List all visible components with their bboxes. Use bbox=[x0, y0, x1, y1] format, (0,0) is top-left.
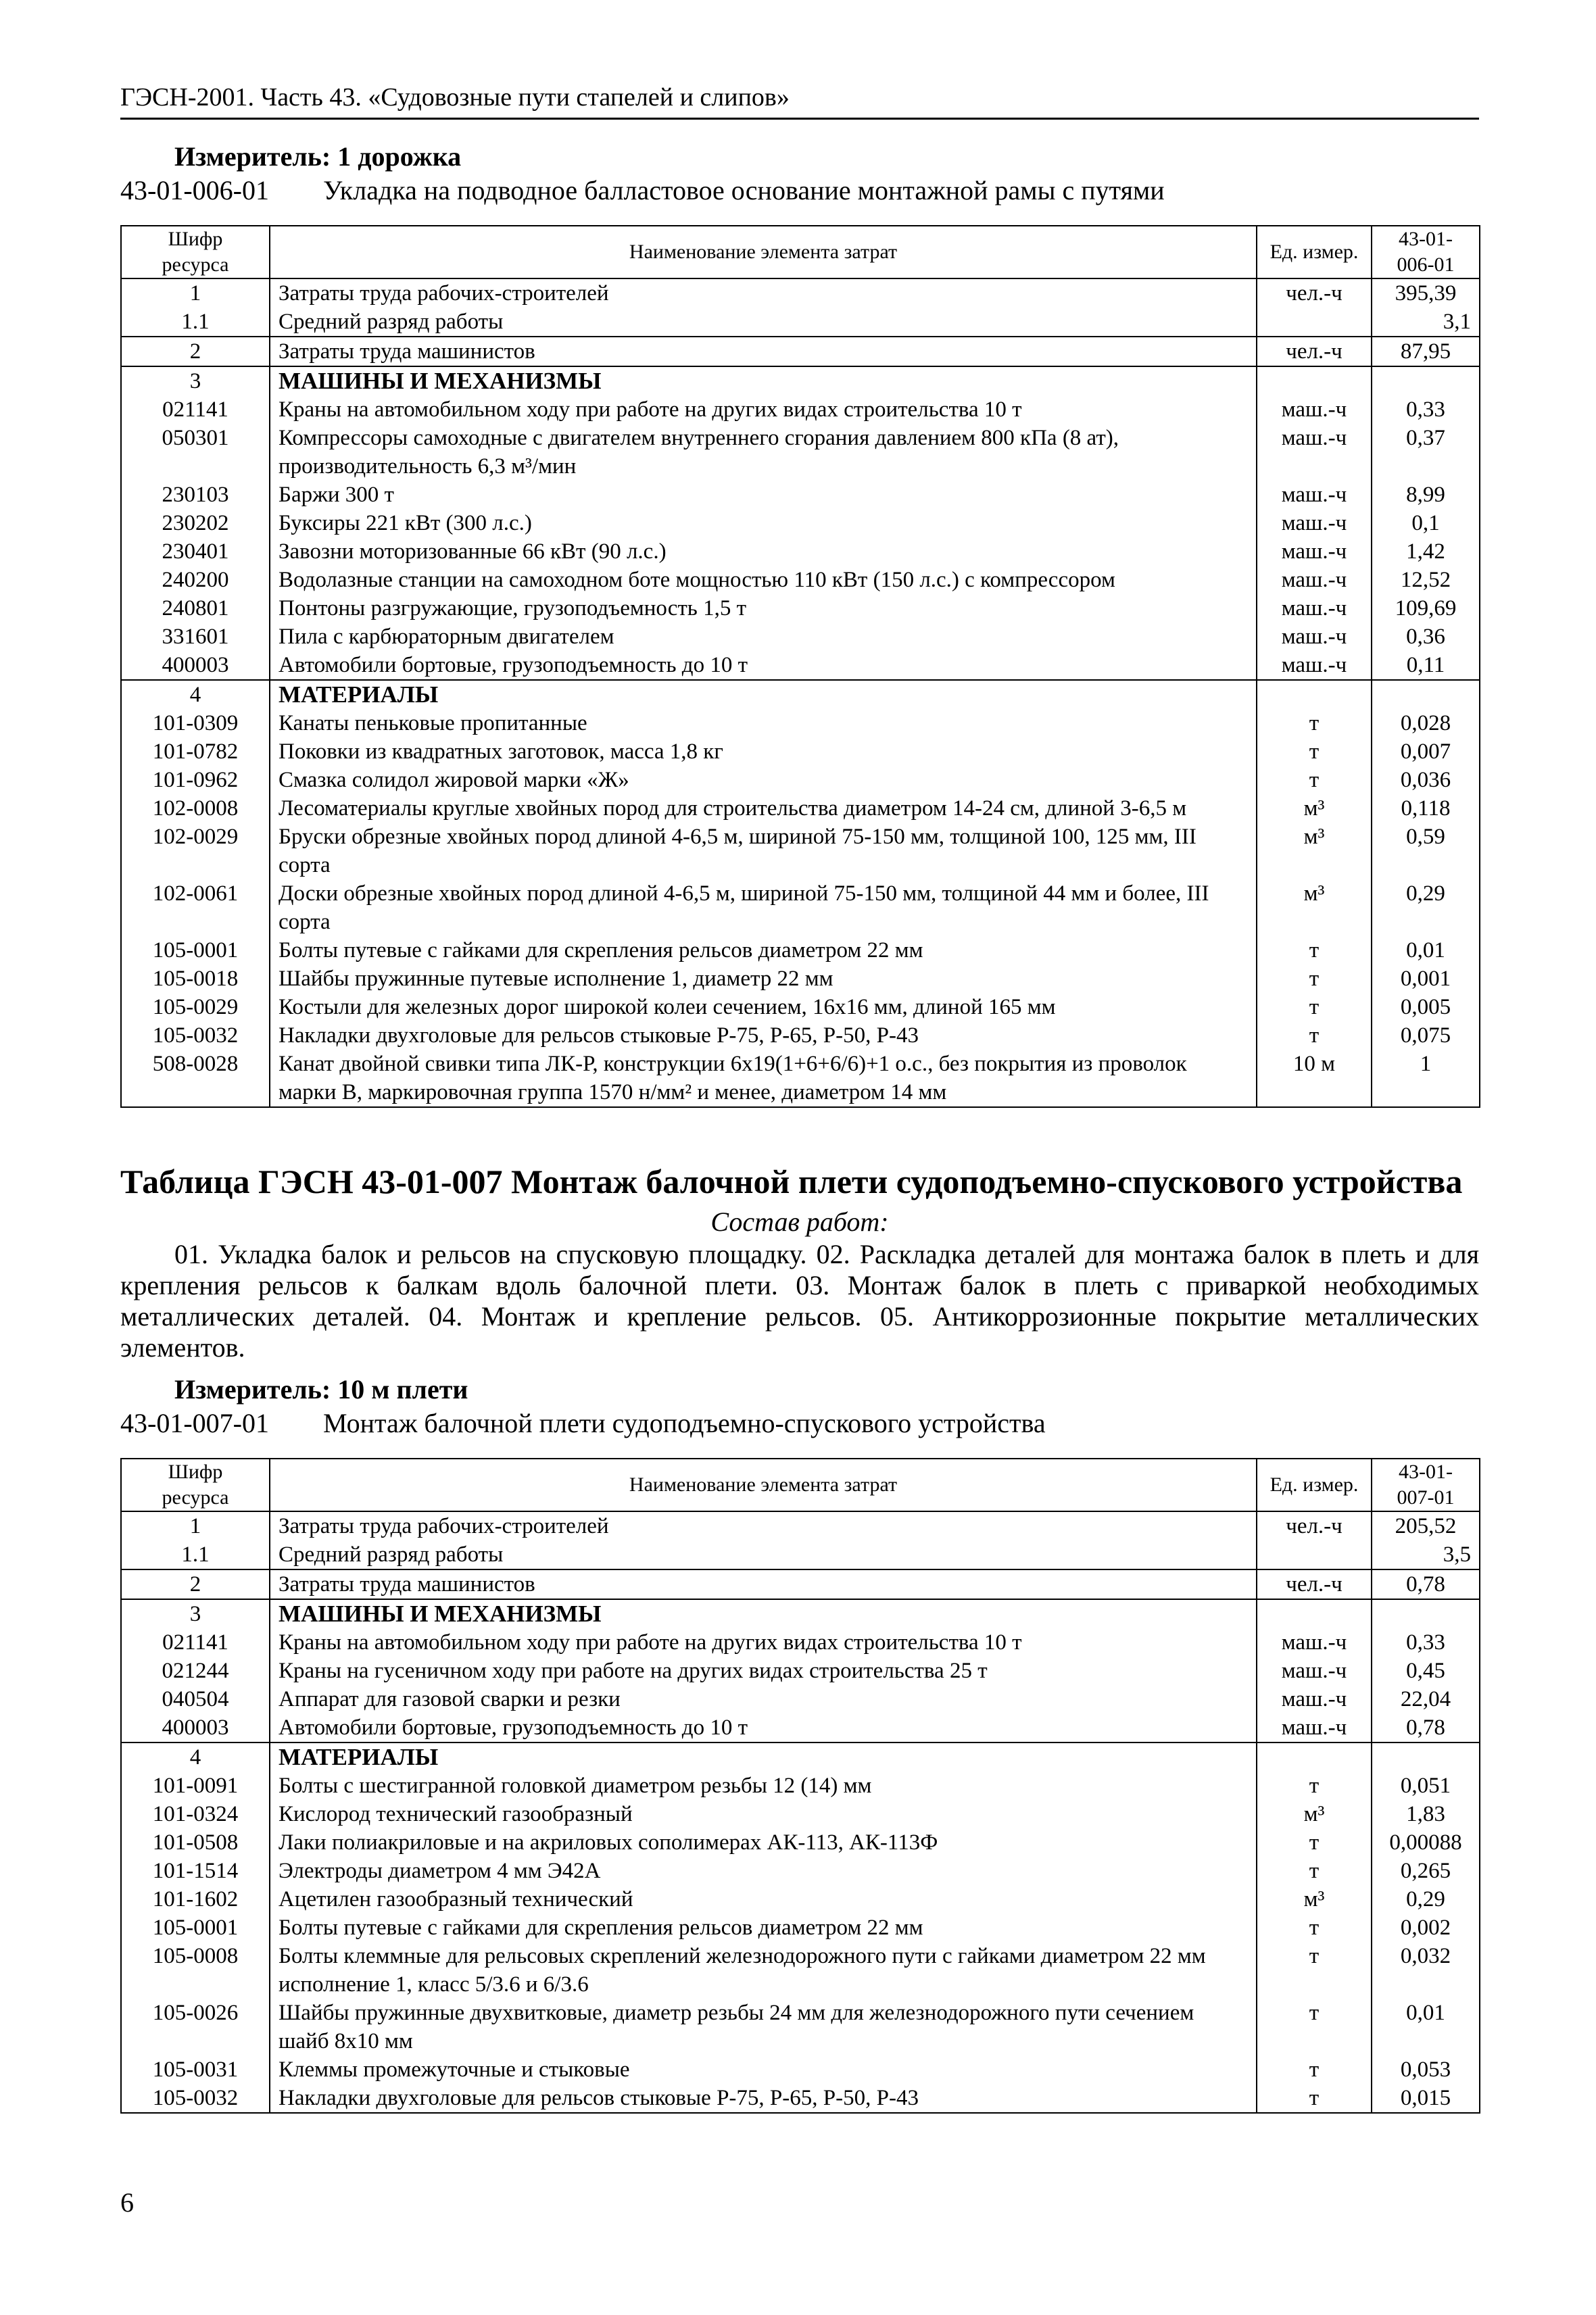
resource-code: 102-0008 bbox=[121, 794, 270, 823]
document-page bbox=[120, 81, 1479, 2114]
resource-name: Затраты труда машинистов bbox=[270, 337, 1257, 366]
table-row bbox=[121, 1540, 1480, 1569]
unit: маш.-ч bbox=[1257, 537, 1372, 566]
table-row bbox=[121, 308, 1480, 337]
running-header: ГЭСН-2001. Часть 43. «Судовозные пути стапелей и слипов» bbox=[120, 81, 1479, 120]
resource-code: 101-0508 bbox=[121, 1828, 270, 1857]
resource-name: Болты с шестигранной головкой диаметром резьбы 12 (14) мм bbox=[270, 1772, 1257, 1800]
resource-name: МАШИНЫ И МЕХАНИЗМЫ bbox=[270, 1599, 1257, 1628]
resource-name: Буксиры 221 кВт (300 л.с.) bbox=[270, 509, 1257, 537]
composition-text: 01. Укладка балок и рельсов на спусковую площадку. 02. Раскладка деталей для монтажа балок в плеть и для крепления рельсов к балкам вдоль балочной плети. 03. Монтаж балок в плеть с приваркой необходимых металлических деталей. 04. Монтаж и крепление рельсов. 05. Антикоррозионные покрытие металлических элементов. bbox=[120, 1239, 1479, 1363]
resource-code: 102-0061 bbox=[121, 879, 270, 936]
header-code: Шифр ресурса bbox=[121, 226, 270, 278]
resource-name: МАТЕРИАЛЫ bbox=[270, 1743, 1257, 1772]
norm-value: 109,69 bbox=[1372, 594, 1480, 623]
table-row bbox=[121, 1800, 1480, 1828]
resource-name: Канат двойной свивки типа ЛК-Р, конструкции 6х19(1+6+6/6)+1 о.с., без покрытия из проволок марки В, маркировочная группа 1570 н/мм² и менее, диаметром 14 мм bbox=[270, 1050, 1257, 1107]
unit: т bbox=[1257, 737, 1372, 766]
resource-code: 105-0008 bbox=[121, 1942, 270, 1999]
norm-value: 0,33 bbox=[1372, 1628, 1480, 1657]
table-row bbox=[121, 537, 1480, 566]
table-row bbox=[121, 794, 1480, 823]
resource-code: 101-0309 bbox=[121, 709, 270, 737]
norm-value: 0,075 bbox=[1372, 1021, 1480, 1050]
norm-value: 0,01 bbox=[1372, 936, 1480, 965]
table-row bbox=[121, 566, 1480, 594]
unit: м³ bbox=[1257, 794, 1372, 823]
resource-name: Понтоны разгружающие, грузоподъемность 1,5 т bbox=[270, 594, 1257, 623]
unit: маш.-ч bbox=[1257, 509, 1372, 537]
table-row bbox=[121, 2084, 1480, 2113]
resource-name: Кислород технический газообразный bbox=[270, 1800, 1257, 1828]
norm-value: 0,001 bbox=[1372, 965, 1480, 993]
resource-code: 040504 bbox=[121, 1685, 270, 1713]
norm-value: 0,33 bbox=[1372, 395, 1480, 424]
resource-name: МАТЕРИАЛЫ bbox=[270, 680, 1257, 709]
section-title: Таблица ГЭСН 43-01-007 Монтаж балочной плети судоподъемно-спускового устройства bbox=[120, 1163, 1463, 1200]
meter-1: Измеритель: 1 дорожка bbox=[174, 141, 462, 172]
table-title-1: Укладка на подводное балластовое основание монтажной рамы с путями bbox=[323, 175, 1165, 205]
resource-code: 331601 bbox=[121, 623, 270, 651]
table-row bbox=[121, 424, 1480, 481]
table-row bbox=[121, 1685, 1480, 1713]
norm-value: 0,78 bbox=[1372, 1569, 1480, 1599]
resource-code: 021141 bbox=[121, 1628, 270, 1657]
norm-value: 0,00088 bbox=[1372, 1828, 1480, 1857]
resource-code: 101-0782 bbox=[121, 737, 270, 766]
resource-name: Компрессоры самоходные с двигателем внутреннего сгорания давлением 800 кПа (8 ат), производительность 6,3 м³/мин bbox=[270, 424, 1257, 481]
norm-value: 1,42 bbox=[1372, 537, 1480, 566]
table-row bbox=[121, 709, 1480, 737]
unit: 10 м bbox=[1257, 1050, 1372, 1107]
norm-value: 8,99 bbox=[1372, 481, 1480, 509]
table-code-line-2 bbox=[120, 1407, 1479, 1440]
meter-2: Измеритель: 10 м плети bbox=[174, 1374, 468, 1405]
unit: т bbox=[1257, 2055, 1372, 2084]
table-title-2: Монтаж балочной плети судоподъемно-спускового устройства bbox=[323, 1408, 1046, 1438]
norm-value: 0,265 bbox=[1372, 1857, 1480, 1885]
norm-value bbox=[1372, 1743, 1480, 1772]
resource-name: Клеммы промежуточные и стыковые bbox=[270, 2055, 1257, 2084]
resource-code: 102-0029 bbox=[121, 823, 270, 879]
unit: маш.-ч bbox=[1257, 594, 1372, 623]
section-row bbox=[121, 680, 1480, 709]
unit: т bbox=[1257, 936, 1372, 965]
header-unit: Ед. измер. bbox=[1257, 226, 1372, 278]
table-row bbox=[121, 1857, 1480, 1885]
unit: м³ bbox=[1257, 823, 1372, 879]
norm-value: 0,053 bbox=[1372, 2055, 1480, 2084]
unit: маш.-ч bbox=[1257, 395, 1372, 424]
unit: м³ bbox=[1257, 879, 1372, 936]
resource-name: Смазка солидол жировой марки «Ж» bbox=[270, 766, 1257, 794]
table-row bbox=[121, 993, 1480, 1021]
resource-code: 4 bbox=[121, 680, 270, 709]
section-row bbox=[121, 1743, 1480, 1772]
resource-name: Баржи 300 т bbox=[270, 481, 1257, 509]
resource-code: 1 bbox=[121, 278, 270, 308]
resource-name: Завозни моторизованные 66 кВт (90 л.с.) bbox=[270, 537, 1257, 566]
table-row bbox=[121, 1021, 1480, 1050]
unit: т bbox=[1257, 1914, 1372, 1942]
unit: т bbox=[1257, 1857, 1372, 1885]
resource-name: МАШИНЫ И МЕХАНИЗМЫ bbox=[270, 366, 1257, 395]
unit: маш.-ч bbox=[1257, 623, 1372, 651]
table-row bbox=[121, 337, 1480, 366]
resource-code: 105-0032 bbox=[121, 2084, 270, 2113]
norm-value: 0,002 bbox=[1372, 1914, 1480, 1942]
unit: чел.-ч bbox=[1257, 1511, 1372, 1540]
norm-value: 0,37 bbox=[1372, 424, 1480, 481]
resource-code: 021141 bbox=[121, 395, 270, 424]
resource-code: 400003 bbox=[121, 1713, 270, 1743]
norm-value: 0,11 bbox=[1372, 651, 1480, 680]
resource-name: Болты путевые с гайками для скрепления рельсов диаметром 22 мм bbox=[270, 1914, 1257, 1942]
unit: т bbox=[1257, 709, 1372, 737]
norm-value bbox=[1372, 366, 1480, 395]
unit: т bbox=[1257, 1942, 1372, 1999]
table-row bbox=[121, 1914, 1480, 1942]
resource-code: 101-1514 bbox=[121, 1857, 270, 1885]
resource-name: Автомобили бортовые, грузоподъемность до 10 т bbox=[270, 1713, 1257, 1743]
norm-value: 0,78 bbox=[1372, 1713, 1480, 1743]
norm-value: 87,95 bbox=[1372, 337, 1480, 366]
resource-name: Костыли для железных дорог широкой колеи сечением, 16х16 мм, длиной 165 мм bbox=[270, 993, 1257, 1021]
unit: т bbox=[1257, 2084, 1372, 2113]
table-row bbox=[121, 766, 1480, 794]
resource-code: 230401 bbox=[121, 537, 270, 566]
resource-name: Канаты пеньковые пропитанные bbox=[270, 709, 1257, 737]
resource-name: Бруски обрезные хвойных пород длиной 4-6,5 м, шириной 75-150 мм, толщиной 100, 125 мм, III сорта bbox=[270, 823, 1257, 879]
unit: т bbox=[1257, 993, 1372, 1021]
unit: м³ bbox=[1257, 1800, 1372, 1828]
resource-code: 2 bbox=[121, 1569, 270, 1599]
resource-code: 050301 bbox=[121, 424, 270, 481]
resource-code: 105-0001 bbox=[121, 1914, 270, 1942]
resource-name: Болты клеммные для рельсовых скреплений железнодорожного пути с гайками диаметром 22 мм исполнение 1, класс 5/3.6 и 6/3.6 bbox=[270, 1942, 1257, 1999]
resource-code: 240200 bbox=[121, 566, 270, 594]
unit: маш.-ч bbox=[1257, 1657, 1372, 1685]
unit bbox=[1257, 1743, 1372, 1772]
resource-name: Затраты труда машинистов bbox=[270, 1569, 1257, 1599]
table-row bbox=[121, 481, 1480, 509]
unit: маш.-ч bbox=[1257, 1713, 1372, 1743]
resource-code: 230103 bbox=[121, 481, 270, 509]
section-row bbox=[121, 366, 1480, 395]
resource-name: Лаки полиакриловые и на акриловых сополимерах АК-113, АК-113Ф bbox=[270, 1828, 1257, 1857]
resource-code: 021244 bbox=[121, 1657, 270, 1685]
norm-value: 0,118 bbox=[1372, 794, 1480, 823]
resource-code: 3 bbox=[121, 1599, 270, 1628]
cost-table-2 bbox=[120, 1458, 1480, 2114]
resource-code: 105-0031 bbox=[121, 2055, 270, 2084]
norm-value: 3,1 bbox=[1372, 308, 1480, 337]
resource-code: 508-0028 bbox=[121, 1050, 270, 1107]
resource-name: Средний разряд работы bbox=[270, 308, 1257, 337]
norm-value: 0,036 bbox=[1372, 766, 1480, 794]
table-header-row bbox=[121, 1459, 1480, 1511]
resource-name: Накладки двухголовые для рельсов стыковые Р-75, Р-65, Р-50, Р-43 bbox=[270, 1021, 1257, 1050]
resource-code: 105-0001 bbox=[121, 936, 270, 965]
resource-name: Шайбы пружинные путевые исполнение 1, диаметр 22 мм bbox=[270, 965, 1257, 993]
resource-name: Краны на гусеничном ходу при работе на других видах строительства 25 т bbox=[270, 1657, 1257, 1685]
unit: т bbox=[1257, 766, 1372, 794]
resource-name: Болты путевые с гайками для скрепления рельсов диаметром 22 мм bbox=[270, 936, 1257, 965]
norm-value: 0,59 bbox=[1372, 823, 1480, 879]
resource-name: Краны на автомобильном ходу при работе на других видах строительства 10 т bbox=[270, 1628, 1257, 1657]
table-row bbox=[121, 623, 1480, 651]
norm-value: 0,45 bbox=[1372, 1657, 1480, 1685]
table-row bbox=[121, 1657, 1480, 1685]
table-row bbox=[121, 1628, 1480, 1657]
resource-code: 2 bbox=[121, 337, 270, 366]
unit bbox=[1257, 1540, 1372, 1569]
resource-name: Краны на автомобильном ходу при работе на других видах строительства 10 т bbox=[270, 395, 1257, 424]
table-row bbox=[121, 1999, 1480, 2055]
norm-value: 1,83 bbox=[1372, 1800, 1480, 1828]
table-row bbox=[121, 1713, 1480, 1743]
table-code-line-1 bbox=[120, 174, 1479, 208]
resource-code: 1 bbox=[121, 1511, 270, 1540]
unit bbox=[1257, 1599, 1372, 1628]
norm-value: 22,04 bbox=[1372, 1685, 1480, 1713]
resource-name: Средний разряд работы bbox=[270, 1540, 1257, 1569]
header-norm-code: 43-01- 006-01 bbox=[1372, 226, 1480, 278]
norm-value: 0,007 bbox=[1372, 737, 1480, 766]
norm-value: 0,1 bbox=[1372, 509, 1480, 537]
unit: т bbox=[1257, 1999, 1372, 2055]
unit bbox=[1257, 680, 1372, 709]
resource-name: Затраты труда рабочих-строителей bbox=[270, 1511, 1257, 1540]
resource-name: Лесоматериалы круглые хвойных пород для строительства диаметром 14-24 см, длиной 3-6,5 м bbox=[270, 794, 1257, 823]
resource-code: 101-1602 bbox=[121, 1885, 270, 1914]
unit: т bbox=[1257, 1772, 1372, 1800]
norm-value: 0,36 bbox=[1372, 623, 1480, 651]
resource-code: 101-0962 bbox=[121, 766, 270, 794]
table-code-2: 43-01-007-01 bbox=[120, 1408, 269, 1438]
unit bbox=[1257, 308, 1372, 337]
resource-code: 105-0032 bbox=[121, 1021, 270, 1050]
unit: маш.-ч bbox=[1257, 481, 1372, 509]
unit: маш.-ч bbox=[1257, 424, 1372, 481]
table-row bbox=[121, 936, 1480, 965]
unit: т bbox=[1257, 1021, 1372, 1050]
header-code: Шифр ресурса bbox=[121, 1459, 270, 1511]
table-row bbox=[121, 1942, 1480, 1999]
composition-heading: Состав работ: bbox=[710, 1207, 889, 1237]
resource-code: 3 bbox=[121, 366, 270, 395]
norm-value: 0,29 bbox=[1372, 879, 1480, 936]
norm-value: 395,39 bbox=[1372, 278, 1480, 308]
table-row bbox=[121, 651, 1480, 680]
norm-value: 205,52 bbox=[1372, 1511, 1480, 1540]
unit: маш.-ч bbox=[1257, 1628, 1372, 1657]
table-row bbox=[121, 1828, 1480, 1857]
table-row bbox=[121, 395, 1480, 424]
table-row bbox=[121, 823, 1480, 879]
resource-code: 101-0091 bbox=[121, 1772, 270, 1800]
table-row bbox=[121, 737, 1480, 766]
resource-name: Накладки двухголовые для рельсов стыковые Р-75, Р-65, Р-50, Р-43 bbox=[270, 2084, 1257, 2113]
table-row bbox=[121, 2055, 1480, 2084]
resource-name: Водолазные станции на самоходном боте мощностью 110 кВт (150 л.с.) с компрессором bbox=[270, 566, 1257, 594]
norm-value: 0,051 bbox=[1372, 1772, 1480, 1800]
resource-code: 101-0324 bbox=[121, 1800, 270, 1828]
norm-value: 3,5 bbox=[1372, 1540, 1480, 1569]
table-row bbox=[121, 509, 1480, 537]
unit: чел.-ч bbox=[1257, 1569, 1372, 1599]
resource-name: Пила с карбюраторным двигателем bbox=[270, 623, 1257, 651]
resource-name: Доски обрезные хвойных пород длиной 4-6,5 м, шириной 75-150 мм, толщиной 44 мм и более, III сорта bbox=[270, 879, 1257, 936]
unit: т bbox=[1257, 965, 1372, 993]
unit: т bbox=[1257, 1828, 1372, 1857]
norm-value: 0,015 bbox=[1372, 2084, 1480, 2113]
header-norm-code: 43-01- 007-01 bbox=[1372, 1459, 1480, 1511]
table-header-row bbox=[121, 226, 1480, 278]
header-name: Наименование элемента затрат bbox=[270, 1459, 1257, 1511]
cost-table-1 bbox=[120, 225, 1480, 1108]
header-unit: Ед. измер. bbox=[1257, 1459, 1372, 1511]
table-row bbox=[121, 1885, 1480, 1914]
section-row bbox=[121, 1599, 1480, 1628]
table-row bbox=[121, 965, 1480, 993]
norm-value: 0,005 bbox=[1372, 993, 1480, 1021]
table-row bbox=[121, 1569, 1480, 1599]
resource-name: Затраты труда рабочих-строителей bbox=[270, 278, 1257, 308]
resource-code: 105-0029 bbox=[121, 993, 270, 1021]
table-row bbox=[121, 879, 1480, 936]
norm-value: 1 bbox=[1372, 1050, 1480, 1107]
table-code-1: 43-01-006-01 bbox=[120, 175, 269, 205]
resource-name: Ацетилен газообразный технический bbox=[270, 1885, 1257, 1914]
unit: маш.-ч bbox=[1257, 651, 1372, 680]
resource-code: 105-0018 bbox=[121, 965, 270, 993]
unit: чел.-ч bbox=[1257, 337, 1372, 366]
table-row bbox=[121, 1050, 1480, 1107]
resource-code: 240801 bbox=[121, 594, 270, 623]
header-name: Наименование элемента затрат bbox=[270, 226, 1257, 278]
resource-code: 1.1 bbox=[121, 1540, 270, 1569]
resource-code: 105-0026 bbox=[121, 1999, 270, 2055]
unit: маш.-ч bbox=[1257, 566, 1372, 594]
resource-name: Поковки из квадратных заготовок, масса 1,8 кг bbox=[270, 737, 1257, 766]
table-row bbox=[121, 594, 1480, 623]
table-row bbox=[121, 278, 1480, 308]
resource-code: 4 bbox=[121, 1743, 270, 1772]
resource-code: 400003 bbox=[121, 651, 270, 680]
resource-code: 230202 bbox=[121, 509, 270, 537]
unit bbox=[1257, 366, 1372, 395]
norm-value: 0,028 bbox=[1372, 709, 1480, 737]
norm-value: 0,032 bbox=[1372, 1942, 1480, 1999]
norm-value: 0,01 bbox=[1372, 1999, 1480, 2055]
unit: чел.-ч bbox=[1257, 278, 1372, 308]
resource-name: Шайбы пружинные двухвитковые, диаметр резьбы 24 мм для железнодорожного пути сечением шайб 8х10 мм bbox=[270, 1999, 1257, 2055]
unit: маш.-ч bbox=[1257, 1685, 1372, 1713]
norm-value bbox=[1372, 680, 1480, 709]
norm-value: 12,52 bbox=[1372, 566, 1480, 594]
resource-name: Аппарат для газовой сварки и резки bbox=[270, 1685, 1257, 1713]
resource-name: Электроды диаметром 4 мм Э42А bbox=[270, 1857, 1257, 1885]
table-row bbox=[121, 1511, 1480, 1540]
page-number: 6 bbox=[120, 2187, 134, 2218]
resource-code: 1.1 bbox=[121, 308, 270, 337]
norm-value bbox=[1372, 1599, 1480, 1628]
unit: м³ bbox=[1257, 1885, 1372, 1914]
resource-name: Автомобили бортовые, грузоподъемность до 10 т bbox=[270, 651, 1257, 680]
table-row bbox=[121, 1772, 1480, 1800]
norm-value: 0,29 bbox=[1372, 1885, 1480, 1914]
